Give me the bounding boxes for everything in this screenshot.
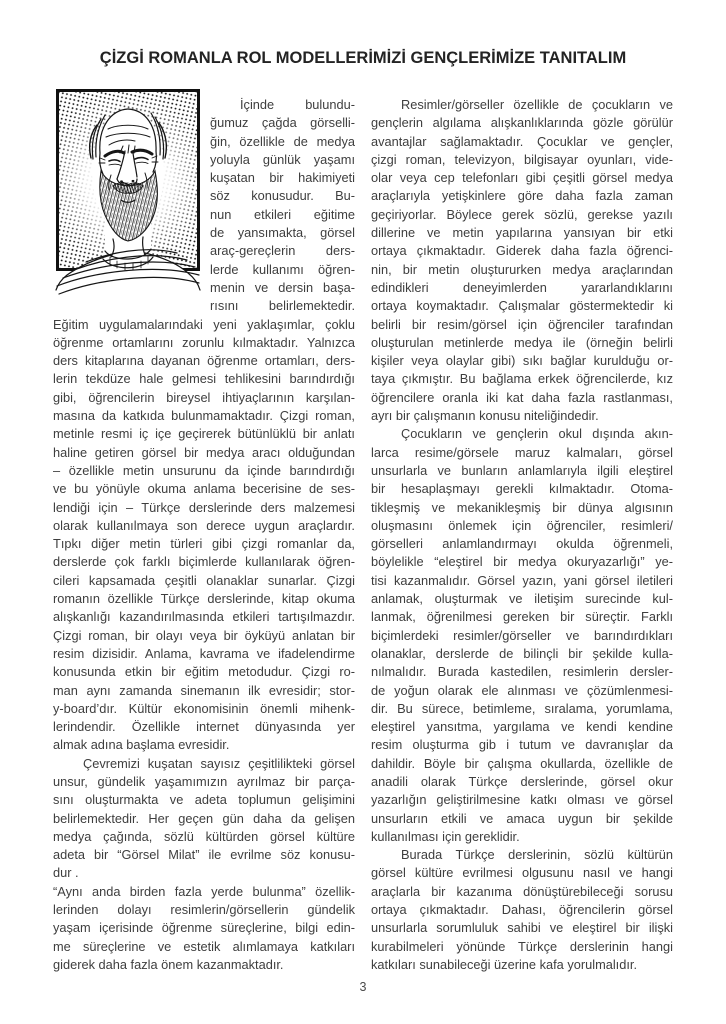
text-line: Tıpkı diğer metin türleri gibi çizgi romanlar da, — [53, 536, 355, 552]
text-line: de yoğun olarak ele alınması ve çözümlenmesi- — [371, 682, 673, 698]
text-line: belirlemektedir. Her geçen gün daha da gelişen — [53, 810, 355, 826]
left-column — [53, 96, 355, 974]
text-line: resim dizisidir. Anlama, kavrama ve ifadelendirme — [53, 645, 355, 661]
text-line: oluşturulan metinlerde medya ile (örneğin belirli — [371, 334, 673, 350]
text-line: söz konusudur. Bu- — [210, 188, 355, 204]
text-line: haline getiren görsel bir medya aracı olduğundan — [53, 444, 355, 460]
text-line: bir hesaplaşmayı gerekli kılmaktadır. Otoma- — [371, 481, 673, 497]
text-line: kuşatan bir hakimiyeti — [210, 170, 355, 186]
text-line: derslerde çok farklı biçimlerde kullanılarak öğren- — [53, 554, 355, 570]
text-line: ve bu yönüyle okuma anlama becerisine de ses- — [53, 481, 355, 497]
text-line: rısını belirlemektedir. — [210, 298, 355, 314]
bearded-man-portrait-illustration — [53, 89, 203, 301]
text-line: sını oluşturmakta ve adeta toplumun gelişimini — [53, 792, 355, 808]
text-line: ortaya çıkmaktadır. Dahası, öğrencilerin görsel — [371, 902, 673, 918]
text-line: unsurların etkili ve amaca uygun bir şekilde — [371, 810, 673, 826]
text-line: ortaya koymaktadır. Çalışmalar göstermektedir ki — [371, 298, 673, 314]
text-line: katkıları sunabileceği üzerine kafa yorulmalıdır. — [371, 956, 638, 972]
text-line: ğumuz çağda görselli- — [210, 115, 355, 131]
text-line: yazarlığın geliştirilmesine katkı olması ve görsel — [371, 792, 673, 808]
text-line: konusunda etkin bir eğitim metodudur. Çizgi ro- — [53, 664, 355, 680]
text-line: dir. Bu sürece, betimleme, sıralama, yorumlama, — [371, 700, 673, 716]
text-line: lerin tekdüze hale gelmesi tehlikesini barındırdığı — [53, 371, 355, 387]
text-line: anadili olarak Türkçe derslerinde, görsel okur — [371, 773, 673, 789]
text-line: nun etkileri eğitime — [210, 206, 355, 222]
text-line: y-board’dır. Kültür ekonomisinin önemli mihenk- — [53, 700, 355, 716]
text-line: gençlerin algılama alışkanlıklarında gözle görülür — [371, 115, 673, 131]
text-line: biçimlerdeki resimler/görseller ve barındırdıkları — [371, 627, 673, 643]
text-line: dillerine ve metin yapılarına yansıyan bir etki — [371, 225, 673, 241]
text-line: Çocukların ve gençlerin okul dışında akın- — [401, 426, 673, 442]
text-line: kullanılması için gereklidir. — [371, 828, 520, 844]
text-line: resim oluşturma gib i tutum ve davranışlar da — [371, 737, 673, 753]
text-line: nin, bir metin oluştururken medya araçlarından — [371, 261, 673, 277]
text-line: böylelikle “eleştirel bir medya okuryazarlığı” ye- — [371, 554, 673, 570]
text-line: kişiler veya olaylar gibi) sıkı bağlar kurulduğu or- — [371, 353, 673, 369]
text-line: me süreçlerine ve estetik alımlamaya katkıları — [53, 938, 355, 954]
text-line: – özellikle metin unsurunu da içinde barındırdığı — [53, 462, 355, 478]
text-line: almak adına başlama evresidir. — [53, 737, 230, 753]
text-line: Eğitim uygulamalarındaki yeni yaklaşımlar, çoklu — [53, 316, 355, 332]
text-line: yaşam içerisinde öğrenme süreçlerine, bilgi edin- — [53, 920, 355, 936]
text-line: Çizgi roman, bir olayı veya bir öyküyü anlatan bir — [53, 627, 355, 643]
text-line: kurabilmeleri yönünde Türkçe derslerinin hangi — [371, 938, 673, 954]
text-line: dahildir. Böyle bir çalışma okullarda, özellikle de — [371, 755, 673, 771]
text-line: lendiği için – Türkçe derslerinde ders malzemesi — [53, 499, 355, 515]
text-line: olanaklar, derslerde de bilinçli bir şekilde kulla- — [371, 645, 673, 661]
text-line: araçlarıyla yetişkinlere göre daha fazla zaman — [371, 188, 673, 204]
text-line: lerinden dolayı resimlerin/görsellerin gündelik — [53, 902, 355, 918]
text-line: görsel kültüre evrilmesi olgusunu nasıl ve hangi — [371, 865, 673, 881]
text-line: tisi kazanmalıdır. Görsel yazın, yani görsel iletileri — [371, 572, 673, 588]
bearded-man-portrait-icon — [53, 89, 203, 301]
text-line: metinle resmi iç içe geçirerek bütünlüklü bir anlatı — [53, 426, 355, 442]
text-line: de yansımakta, görsel — [210, 225, 355, 241]
text-line: araç-gereçlerin ders- — [210, 243, 355, 259]
text-line: Burada Türkçe derslerinin, sözlü kültürün — [401, 847, 673, 863]
text-line: eleştirel yansıtma, yargılama ve kendi kendine — [371, 719, 673, 735]
text-line: ders kitaplarına dayanan öğrenme ortamları, ders- — [53, 353, 355, 369]
text-line: man aynı zamanda sinemanın ilk evresidir; stor- — [53, 682, 355, 698]
text-line: unsurlarla ve bunların anlamlarıyla ilgili eleştirel — [371, 462, 673, 478]
text-line: olarak kullanılmaya son derece uygun araçlardır. — [53, 517, 355, 533]
text-line: medya çağında, sözlü kültürden görsel kültüre — [53, 828, 355, 844]
text-line: nılmalıdır. Burada kastedilen, resimlerin dersler- — [371, 664, 673, 680]
text-line: yoluyla günlük yaşamı — [210, 151, 355, 167]
text-line: ğin, özellikle de medya — [210, 133, 355, 149]
text-line: belirli bir resim/görsel için öğrenciler tarafından — [371, 316, 673, 332]
text-line: dur . — [53, 865, 79, 881]
text-columns — [53, 96, 673, 974]
text-line: alışkanlığı kazandırılmasında etkileri tartışılmazdır. — [53, 609, 355, 625]
text-line: görselleri anlamlandırmayı okulda öğrenmeli, — [371, 536, 673, 552]
text-line: tikleşmiş ve mekanikleşmiş bir dünya algısının — [371, 499, 673, 515]
page-number: 3 — [359, 980, 367, 994]
text-line: giderek daha fazla önem kazanmaktadır. — [53, 956, 284, 972]
text-line: romanın özellikle Türkçe derslerinde, kitap okuma — [53, 591, 355, 607]
text-line: öğrenme ortamlarını zorunlu kılmaktadır. Yalnızca — [53, 334, 355, 350]
text-line: taya çıkmıştır. Bu bağlama erkek öğrencilerde, kız — [371, 371, 673, 387]
text-line: avantajlar sağlamaktadır. Çocuklar ve gençler, — [371, 133, 673, 149]
text-line: çizgi roman, televizyon, bilgisayar oyunları, vide- — [371, 151, 673, 167]
text-line: olar veya cep telefonları gibi çeşitli görsel medya — [371, 170, 673, 186]
text-line: menin ve dersin başa- — [210, 279, 355, 295]
text-line: oluşmasını önlemek için öğrenciler, resimleri/ — [371, 517, 673, 533]
text-line: araçlarla bir kazanıma dönüştürebileceği sorusu — [371, 883, 673, 899]
text-line: İçinde bulundu- — [240, 97, 355, 112]
text-line: “Aynı anda birden fazla yerde bulunma” özellik- — [53, 883, 355, 899]
text-line: lerde kullanımı öğren- — [210, 261, 355, 277]
page-title: ÇİZGİ ROMANLA ROL MODELLERİMİZİ GENÇLERİMİZE TANITALIM — [99, 49, 627, 67]
text-line: ayrı bir çalışmanın konusu niteliğindedir. — [371, 408, 599, 424]
text-line: masına da katkıda bulunmamaktadır. Çizgi roman, — [53, 408, 355, 424]
text-line: larca resime/görsele maruz kalmaları, görsel — [371, 444, 673, 460]
text-line: unsurlarla sorumluluk sahibi ve eleştirel bir ilişki — [371, 920, 673, 936]
text-line: lanmak, öğrenilmesi gereken bir süreçtir. Farklı — [371, 609, 673, 625]
right-column — [371, 96, 673, 974]
text-line: anlamak, oluşturmak ve iletişim surecinde kul- — [371, 591, 673, 607]
text-line: edindikleri deneyimlerden yararlandıklarını — [371, 279, 673, 295]
text-line: Çevremizi kuşatan sayısız çeşitlilikteki görsel — [83, 755, 355, 771]
text-line: adeta bir “Görsel Milat” ile evrilme söz konusu- — [53, 847, 355, 863]
text-line: ortaya çıkmaktadır. Giderek daha fazla öğrenci- — [371, 243, 673, 259]
text-line: lerindendir. Özellikle internet dünyasında yer — [53, 719, 355, 735]
text-line: cileri kapsamada çeşitli olanaklar sunarlar. Çizgi — [53, 572, 355, 588]
text-line: öğrencilere oranla iki kat daha fazla rastlanması, — [371, 389, 673, 405]
text-line: geçiriyorlar. Böylece gerek sözlü, gerekse yazılı — [371, 206, 673, 222]
text-line: unsur, gündelik yaşamımızın ayrılmaz bir parça- — [53, 773, 355, 789]
text-line: Resimler/görseller özellikle de çocukların ve — [401, 97, 673, 112]
text-line: gibi, öğrencilerin bireysel ihtiyaçlarının karşılan- — [53, 389, 355, 405]
